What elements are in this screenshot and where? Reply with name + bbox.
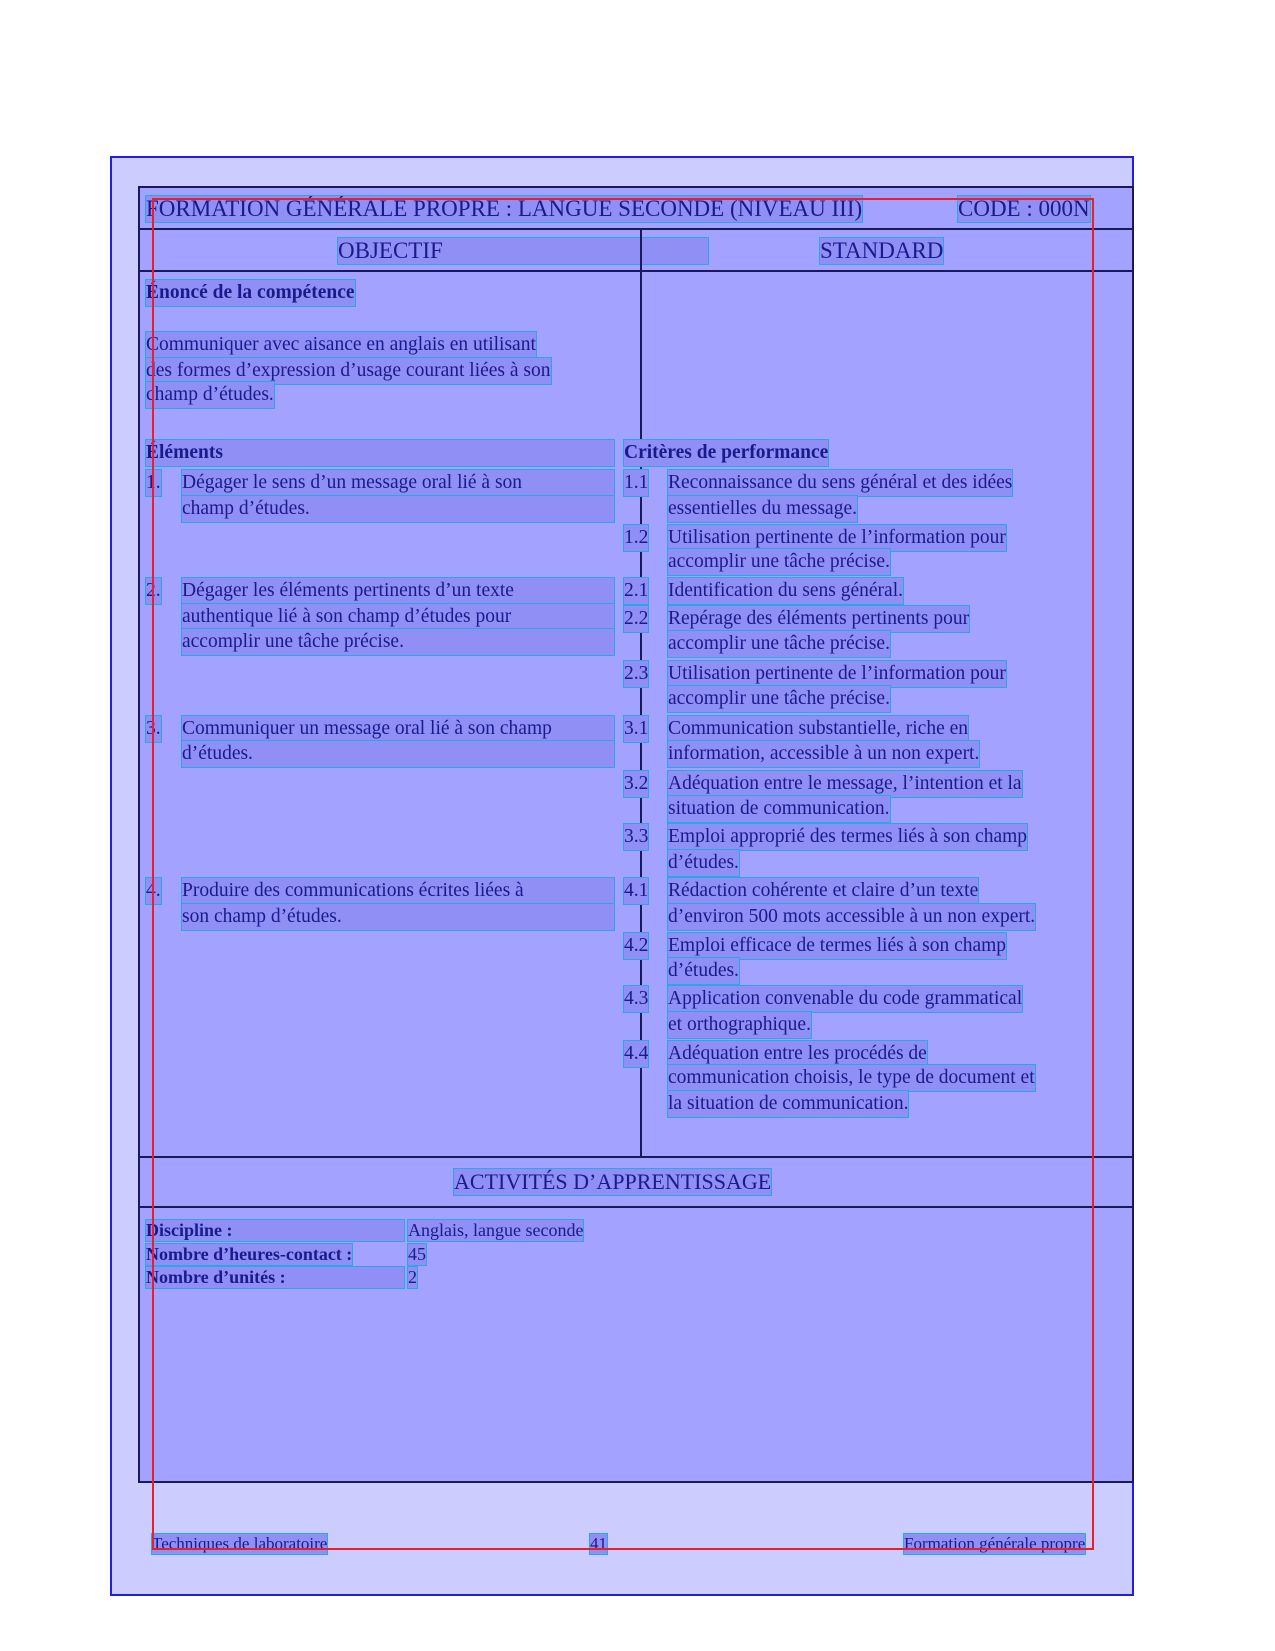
criterion-line: d’études. — [668, 850, 739, 876]
objectif-header: OBJECTIF — [338, 238, 708, 264]
competence-line: des formes d’expression d’usage courant liées à son — [146, 358, 551, 384]
criterion-number: 2.2 — [624, 606, 648, 632]
criterion-line: d’environ 500 mots accessible à un non expert. — [668, 904, 1035, 930]
criterion-line: Utilisation pertinente de l’information pour — [668, 661, 1006, 687]
criterion-line: Repérage des éléments pertinents pour — [668, 606, 969, 632]
criterion-line: d’études. — [668, 958, 739, 984]
info-label-hours: Nombre d’heures-contact : — [146, 1244, 353, 1264]
competence-line: champ d’études. — [146, 382, 274, 408]
criterion-line: Emploi approprié des termes liés à son champ — [668, 824, 1027, 850]
criterion-line: situation de communication. — [668, 796, 890, 822]
element-line: Dégager le sens d’un message oral lié à son — [182, 470, 614, 496]
criterion-number: 4.2 — [624, 933, 648, 959]
criteria-heading: Critères de performance — [624, 440, 828, 466]
criterion-line: Application convenable du code grammatical — [668, 986, 1022, 1012]
element-number: 1. — [146, 470, 161, 496]
element-line: son champ d’études. — [182, 904, 614, 930]
criterion-number: 4.4 — [624, 1041, 648, 1067]
element-number: 4. — [146, 878, 161, 904]
criterion-number: 4.3 — [624, 986, 648, 1012]
info-label-units: Nombre d’unités : — [146, 1267, 404, 1288]
footer-right: Formation générale propre — [904, 1534, 1086, 1553]
criterion-line: Rédaction cohérente et claire d’un texte — [668, 878, 978, 904]
element-line: authentique lié à son champ d’études pour — [182, 604, 614, 630]
element-line: Communiquer un message oral lié à son champ — [182, 716, 614, 742]
element-line: Produire des communications écrites liées à — [182, 878, 614, 904]
activities-row — [140, 1156, 1132, 1208]
criterion-line: accomplir une tâche précise. — [668, 549, 890, 575]
footer-left: Techniques de laboratoire — [152, 1534, 328, 1553]
criterion-line: accomplir une tâche précise. — [668, 631, 890, 657]
info-value-units: 2 — [408, 1267, 417, 1287]
element-line: accomplir une tâche précise. — [182, 629, 614, 655]
element-line: d’études. — [182, 741, 614, 767]
criterion-line: et orthographique. — [668, 1012, 811, 1038]
criterion-number: 3.1 — [624, 716, 648, 742]
info-label-discipline: Discipline : — [146, 1220, 404, 1241]
page-number: 41 — [590, 1534, 607, 1553]
criterion-number: 3.2 — [624, 771, 648, 797]
column-header-row — [140, 230, 1132, 272]
title-row — [140, 188, 1132, 230]
info-value-hours: 45 — [408, 1244, 426, 1264]
criterion-line: accomplir une tâche précise. — [668, 686, 890, 712]
criterion-line: Reconnaissance du sens général et des idées — [668, 470, 1012, 496]
criterion-line: Communication substantielle, riche en — [668, 716, 968, 742]
criterion-number: 3.3 — [624, 824, 648, 850]
elements-heading: Éléments — [146, 440, 614, 466]
criterion-line: Identification du sens général. — [668, 578, 903, 604]
criterion-number: 1.1 — [624, 470, 648, 496]
criterion-line: communication choisis, le type de document et — [668, 1065, 1035, 1091]
criterion-number: 1.2 — [624, 525, 648, 551]
criterion-line: la situation de communication. — [668, 1091, 908, 1117]
standard-header: STANDARD — [820, 238, 944, 263]
criterion-line: Emploi efficace de termes liés à son champ — [668, 933, 1006, 959]
competence-line: Communiquer avec aisance en anglais en utilisant — [146, 332, 536, 358]
criterion-line: Adéquation entre les procédés de — [668, 1041, 927, 1067]
element-number: 2. — [146, 578, 161, 604]
criterion-line: Adéquation entre le message, l’intention et la — [668, 771, 1022, 797]
document-title: FORMATION GÉNÉRALE PROPRE : LANGUE SECONDE (NIVEAU III) — [146, 196, 863, 221]
criterion-line: information, accessible à un non expert. — [668, 741, 979, 767]
course-code: CODE : 000N — [958, 196, 1090, 221]
competence-heading: Énoncé de la compétence — [146, 280, 355, 306]
element-line: champ d’études. — [182, 496, 614, 522]
criterion-line: essentielles du message. — [668, 496, 857, 522]
criterion-number: 4.1 — [624, 878, 648, 904]
element-line: Dégager les éléments pertinents d’un texte — [182, 578, 614, 604]
column-divider — [640, 230, 642, 1156]
criterion-number: 2.3 — [624, 661, 648, 687]
criterion-number: 2.1 — [624, 578, 648, 604]
element-number: 3. — [146, 716, 161, 742]
competency-table — [138, 186, 1134, 1483]
info-value-discipline: Anglais, langue seconde — [408, 1220, 584, 1240]
activities-heading: ACTIVITÉS D’APPRENTISSAGE — [454, 1169, 772, 1194]
criterion-line: Utilisation pertinente de l’information pour — [668, 525, 1006, 551]
